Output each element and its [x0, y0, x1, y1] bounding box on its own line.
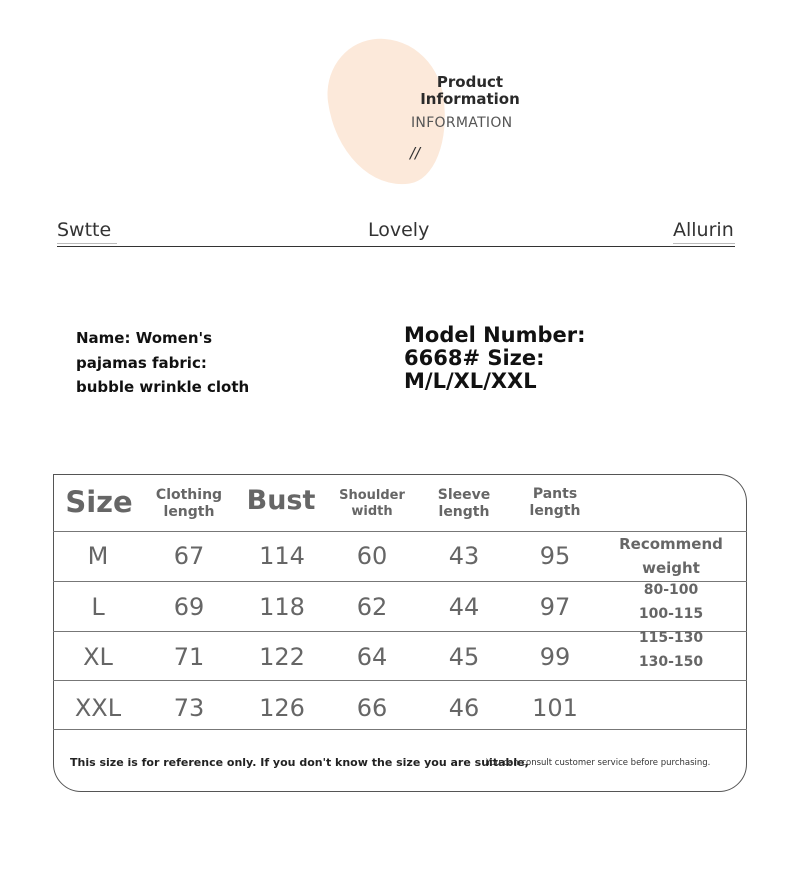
- header-line: Clothing: [155, 487, 223, 503]
- info-line: bubble wrinkle cloth: [76, 378, 250, 396]
- cell-clothing-length: 73: [173, 694, 205, 722]
- divider-line: [57, 246, 735, 247]
- cell-shoulder-width: 60: [356, 542, 388, 570]
- tag-underline: [57, 243, 117, 244]
- cell-sleeve-length: 46: [448, 694, 480, 722]
- header-line: length: [529, 503, 581, 519]
- recommend-weight-label: weight: [642, 559, 700, 577]
- tag-lovely: Lovely: [368, 219, 430, 241]
- cell-size: L: [91, 593, 105, 621]
- recommend-weight-value: 130-150: [638, 654, 704, 670]
- cell-clothing-length: 67: [173, 542, 205, 570]
- cell-sleeve-length: 43: [448, 542, 480, 570]
- table-divider: [53, 729, 747, 730]
- cell-size: XXL: [74, 694, 122, 722]
- header-line: length: [438, 504, 490, 520]
- header-line: width: [351, 504, 393, 519]
- table-divider: [53, 531, 747, 532]
- cell-sleeve-length: 44: [448, 593, 480, 621]
- cell-shoulder-width: 66: [356, 694, 388, 722]
- recommend-weight-value: 80-100: [643, 582, 699, 598]
- header-line: length: [163, 504, 215, 520]
- model-size-block: [404, 324, 664, 393]
- cell-pants-length: 95: [539, 542, 571, 570]
- cell-size: M: [87, 542, 109, 570]
- header-clothing-length: [139, 487, 239, 521]
- header-shoulder-width: [322, 488, 422, 520]
- tag-underline: [673, 243, 735, 244]
- table-divider: [53, 680, 747, 681]
- info-line: 6668# Size:: [404, 346, 545, 370]
- information-subtitle: INFORMATION: [411, 115, 513, 131]
- info-line: pajamas fabric:: [76, 353, 207, 372]
- header-line: Shoulder: [339, 488, 405, 503]
- cell-size: XL: [83, 643, 113, 671]
- info-line: Name: Women's: [76, 329, 213, 347]
- header-size: Size: [65, 485, 133, 519]
- cell-sleeve-length: 45: [448, 643, 480, 671]
- customer-service-note: You can consult customer service before purchasing.: [486, 758, 711, 768]
- cell-clothing-length: 69: [173, 593, 205, 621]
- product-information-title: Product Information: [420, 73, 520, 108]
- header-pants-length: [505, 486, 605, 520]
- recommend-weight-value: 115-130: [638, 630, 704, 646]
- cell-bust: 126: [259, 694, 305, 722]
- cell-pants-length: 101: [532, 694, 578, 722]
- cell-pants-length: 97: [539, 593, 571, 621]
- recommend-weight-label: Recommend: [619, 535, 723, 553]
- cell-bust: 118: [259, 593, 305, 621]
- cell-clothing-length: 71: [173, 643, 205, 671]
- tag-allurin: Allurin: [673, 219, 734, 241]
- info-line: Model Number:: [404, 323, 586, 347]
- header-line: Sleeve: [437, 487, 491, 503]
- decorative-slash: //: [410, 144, 421, 162]
- header-line: Pants: [532, 486, 578, 502]
- cell-pants-length: 99: [539, 643, 571, 671]
- header-bust: Bust: [246, 485, 316, 516]
- cell-shoulder-width: 64: [356, 643, 388, 671]
- product-name-block: [76, 326, 276, 400]
- reference-note: This size is for reference only. If you don't know the size you are suitable,: [70, 756, 529, 769]
- recommend-weight-value: 100-115: [638, 606, 704, 622]
- cell-shoulder-width: 62: [356, 593, 388, 621]
- cell-bust: 122: [259, 643, 305, 671]
- tag-swtte: Swtte: [57, 219, 112, 241]
- decorative-blob: [320, 31, 454, 194]
- header-sleeve-length: [414, 487, 514, 521]
- info-line: M/L/XL/XXL: [404, 369, 537, 393]
- cell-bust: 114: [259, 542, 305, 570]
